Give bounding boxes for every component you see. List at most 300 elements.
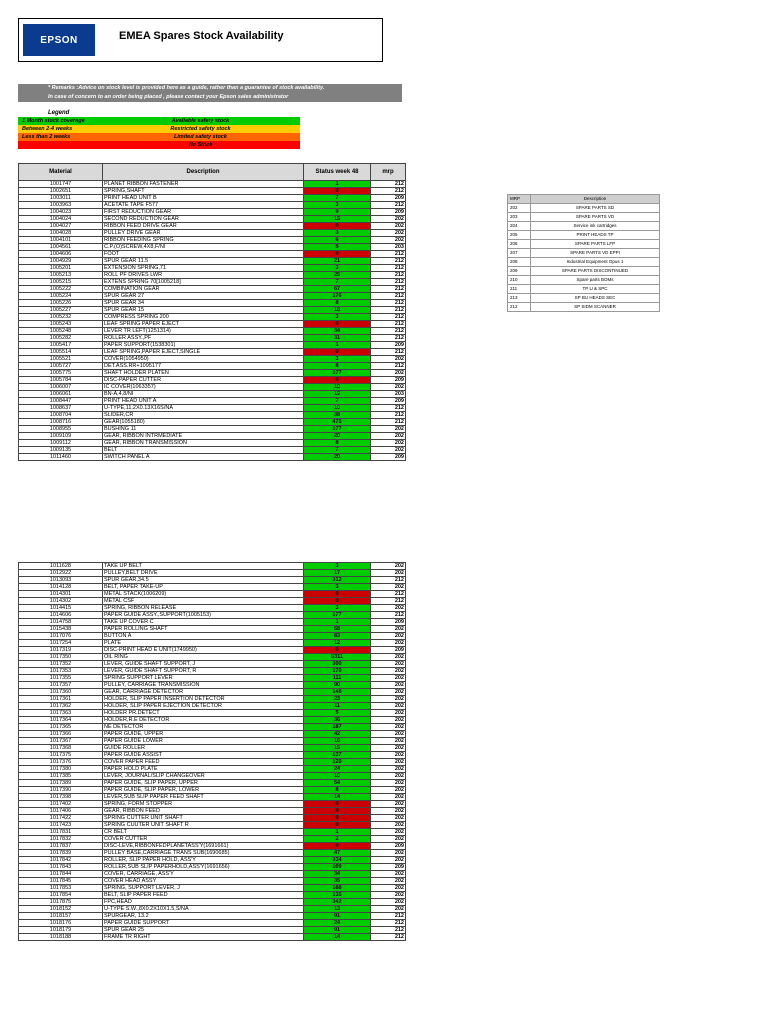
material-cell: 1005222 <box>19 286 103 293</box>
mrp-cell: 202 <box>371 584 406 591</box>
table-row <box>19 244 406 251</box>
description-cell: METAL STACK(1006209) <box>103 591 304 598</box>
mrp-cell: 212 <box>371 577 406 584</box>
status-cell: 0 <box>304 223 371 230</box>
status-cell: 0 <box>304 251 371 258</box>
material-cell: 1009109 <box>19 433 103 440</box>
remarks-line-2: In case of concern to an order being placed , please contact your Epson sales administrator <box>18 93 402 102</box>
description-cell: COVER HEAD ASSY <box>103 878 304 885</box>
description-cell: PAPER GUIDE, SLIP PAPER, LOWER <box>103 787 304 794</box>
status-cell: 1 <box>304 181 371 188</box>
table-row <box>19 356 406 363</box>
table-row <box>19 878 406 885</box>
status-cell: 8 <box>304 363 371 370</box>
status-cell: 300 <box>304 661 371 668</box>
material-cell: 1018176 <box>19 920 103 927</box>
status-cell: 109 <box>304 864 371 871</box>
status-cell: 14 <box>304 794 371 801</box>
material-cell: 1017361 <box>19 696 103 703</box>
status-cell: 137 <box>304 752 371 759</box>
mrp-reference-row <box>508 267 660 276</box>
status-cell: 23 <box>304 696 371 703</box>
mrp-cell: 212 <box>371 405 406 412</box>
status-cell: 0 <box>304 591 371 598</box>
mrp-code-cell: 207 <box>508 249 531 258</box>
status-cell: 177 <box>304 426 371 433</box>
status-cell: 35 <box>304 878 371 885</box>
table-row <box>19 433 406 440</box>
status-cell: 1 <box>304 342 371 349</box>
description-cell: PAPER GUIDE, SLIP PAPER, UPPER <box>103 780 304 787</box>
table-row <box>19 647 406 654</box>
description-cell: PULLEY DRIVE GEAR <box>103 230 304 237</box>
legend-safety-2: Limited safety stock <box>101 133 300 141</box>
material-cell: 1017423 <box>19 822 103 829</box>
status-cell: 0 <box>304 815 371 822</box>
table-row <box>19 265 406 272</box>
description-cell: PLATE <box>103 640 304 647</box>
material-cell: 1009112 <box>19 440 103 447</box>
status-cell: 34 <box>304 871 371 878</box>
table-row <box>19 934 406 941</box>
description-cell: BELT, PAPER TAKE-UP <box>103 584 304 591</box>
mrp-cell: 202 <box>371 356 406 363</box>
table-row <box>19 913 406 920</box>
material-cell: 1017831 <box>19 829 103 836</box>
mrp-reference-row <box>508 222 660 231</box>
mrp-code-cell: 209 <box>508 267 531 276</box>
status-cell: 38 <box>304 412 371 419</box>
mrp-cell: 202 <box>371 899 406 906</box>
mrp-cell: 212 <box>371 612 406 619</box>
mrp-code-cell: 202 <box>508 204 531 213</box>
mrp-reference-row <box>508 276 660 285</box>
table-row <box>19 412 406 419</box>
status-cell: 31 <box>304 335 371 342</box>
table-row <box>19 202 406 209</box>
table-row <box>19 342 406 349</box>
mrp-cell: 202 <box>371 689 406 696</box>
status-cell: 0 <box>304 647 371 654</box>
material-cell: 1005213 <box>19 272 103 279</box>
table-row <box>19 689 406 696</box>
status-cell: 0 <box>304 822 371 829</box>
table-row <box>19 717 406 724</box>
description-cell: SPUR GEAR 25 <box>103 927 304 934</box>
mrp-cell: 212 <box>371 272 406 279</box>
mrp-cell: 202 <box>371 426 406 433</box>
description-cell: BUSHING 11 <box>103 426 304 433</box>
status-cell: 58 <box>304 626 371 633</box>
table-row <box>19 181 406 188</box>
status-cell: 7 <box>304 195 371 202</box>
material-cell: 1017385 <box>19 773 103 780</box>
description-cell: BUTTON A <box>103 633 304 640</box>
table-row <box>19 272 406 279</box>
table-row <box>19 780 406 787</box>
mrp-cell: 202 <box>371 906 406 913</box>
mrp-cell: 209 <box>371 864 406 871</box>
stock-table-1 <box>18 163 406 461</box>
mrp-code-cell: 205 <box>508 231 531 240</box>
column-header-mrp: mrp <box>371 164 406 181</box>
mrp-cell: 212 <box>371 279 406 286</box>
mrp-cell: 202 <box>371 836 406 843</box>
material-cell: 1017837 <box>19 843 103 850</box>
description-cell: ROLL PF DRIVES LWR <box>103 272 304 279</box>
description-cell: PULLEY, CARRIAGE TRANSMISSION <box>103 682 304 689</box>
material-cell: 1004023 <box>19 209 103 216</box>
description-cell: RIBBON FEED DRIVE GEAR <box>103 223 304 230</box>
material-cell: 1017357 <box>19 682 103 689</box>
material-cell: 1005248 <box>19 328 103 335</box>
mrp-cell: 202 <box>371 661 406 668</box>
description-cell: DISC-PAPER CUTTER <box>103 377 304 384</box>
mrp-cell: 212 <box>371 314 406 321</box>
description-cell: PULLEY,BELT DRIVE <box>103 570 304 577</box>
description-cell: LEAF SPRING PAPER EJECT <box>103 321 304 328</box>
mrp-cell: 202 <box>371 850 406 857</box>
table-row <box>19 836 406 843</box>
material-cell: 1017076 <box>19 633 103 640</box>
table-row <box>19 293 406 300</box>
description-cell: SPUR GEAR 27 <box>103 293 304 300</box>
status-cell: 5 <box>304 710 371 717</box>
mrp-description-cell: TP U & SPC <box>531 285 660 294</box>
mrp-cell: 202 <box>371 822 406 829</box>
material-cell: 1008955 <box>19 426 103 433</box>
description-cell: GUIDE ROLLER <box>103 745 304 752</box>
status-cell: 177 <box>304 612 371 619</box>
material-cell: 1004028 <box>19 230 103 237</box>
table-row <box>19 759 406 766</box>
material-cell: 1017380 <box>19 766 103 773</box>
description-cell: SPRING CUTTER UNIT SHAFT <box>103 815 304 822</box>
mrp-description-cell: SP BU HEADS SEC <box>531 294 660 303</box>
material-cell: 1017875 <box>19 899 103 906</box>
material-cell: 1017845 <box>19 878 103 885</box>
status-cell: 3 <box>304 230 371 237</box>
status-cell: 14 <box>304 934 371 941</box>
mrp-cell: 203 <box>371 391 406 398</box>
description-cell: DISC-LEVE,RIBBONFEDPLANETASS'Y(1691661) <box>103 843 304 850</box>
mrp-cell: 202 <box>371 829 406 836</box>
table-row <box>19 598 406 605</box>
material-cell: 1012922 <box>19 570 103 577</box>
legend-coverage-3 <box>18 141 101 149</box>
material-cell: 1017353 <box>19 668 103 675</box>
status-cell: 6 <box>304 237 371 244</box>
material-cell: 1017352 <box>19 661 103 668</box>
mrp-cell: 212 <box>371 251 406 258</box>
mrp-description-cell: SPARE PARTS VD EPPI <box>531 249 660 258</box>
mrp-header-description: Description <box>531 195 660 204</box>
status-cell: 91 <box>304 927 371 934</box>
mrp-reference-row <box>508 294 660 303</box>
mrp-cell: 202 <box>371 640 406 647</box>
status-cell: 20 <box>304 433 371 440</box>
table-row <box>19 216 406 223</box>
material-cell: 1017360 <box>19 689 103 696</box>
mrp-cell: 202 <box>371 885 406 892</box>
mrp-cell: 212 <box>371 598 406 605</box>
material-cell: 1008447 <box>19 398 103 405</box>
status-cell: 7 <box>304 279 371 286</box>
description-cell: ROLLER ASSY.,PF <box>103 335 304 342</box>
description-cell: U-TYPE S.W.,8X0.2X10X1.5,S/NA <box>103 906 304 913</box>
material-cell: 1017319 <box>19 647 103 654</box>
table-row <box>19 230 406 237</box>
mrp-cell: 202 <box>371 717 406 724</box>
description-cell: HOLDER, SLIP PAPER INSERTION DETECTOR <box>103 696 304 703</box>
material-cell: 1018152 <box>19 906 103 913</box>
material-cell: 1004606 <box>19 251 103 258</box>
status-cell: 0 <box>304 377 371 384</box>
status-cell: 170 <box>304 668 371 675</box>
mrp-cell: 209 <box>371 398 406 405</box>
mrp-cell: 202 <box>371 237 406 244</box>
material-cell: 1008716 <box>19 419 103 426</box>
description-cell: HOLDER PR.DETECT <box>103 710 304 717</box>
status-cell: 0 <box>304 349 371 356</box>
table-row <box>19 307 406 314</box>
status-cell: 91 <box>304 913 371 920</box>
status-cell: 120 <box>304 759 371 766</box>
mrp-cell: 202 <box>371 216 406 223</box>
table-row <box>19 787 406 794</box>
mrp-cell: 202 <box>371 682 406 689</box>
table-row <box>19 899 406 906</box>
mrp-reference-header <box>508 195 660 204</box>
table-row <box>19 682 406 689</box>
description-cell: HOLDER,R.E DETECTOR <box>103 717 304 724</box>
report-header <box>18 18 383 62</box>
table-row <box>19 209 406 216</box>
material-cell: 1005215 <box>19 279 103 286</box>
material-cell: 1004101 <box>19 237 103 244</box>
description-cell: SPRING CUUTER UNIT SHAFT R <box>103 822 304 829</box>
mrp-cell: 212 <box>371 181 406 188</box>
mrp-cell: 212 <box>371 591 406 598</box>
mrp-code-cell: 210 <box>508 276 531 285</box>
legend-safety-0: Available safety stock <box>101 117 300 125</box>
table-row <box>19 619 406 626</box>
table-row <box>19 321 406 328</box>
table-header-row <box>19 164 406 181</box>
material-cell: 1014606 <box>19 612 103 619</box>
mrp-reference-row <box>508 258 660 267</box>
mrp-cell: 202 <box>371 871 406 878</box>
table-row <box>19 370 406 377</box>
table-row <box>19 738 406 745</box>
description-cell: ACETATE TAPE F577 <box>103 202 304 209</box>
material-cell: 1005201 <box>19 265 103 272</box>
column-header-description: Description <box>103 164 304 181</box>
status-cell: 0 <box>304 188 371 195</box>
description-cell: SECOND REDUCTION GEAR <box>103 216 304 223</box>
description-cell: GEAR(1055180) <box>103 419 304 426</box>
material-cell: 1017355 <box>19 675 103 682</box>
legend-coverage-2: Less than 2 weeks <box>18 133 101 141</box>
description-cell: SPUR GEAR 15 <box>103 307 304 314</box>
table-row <box>19 857 406 864</box>
mrp-description-cell: Industrial Equipment Opus 1 <box>531 258 660 267</box>
description-cell: SHAFT HOLDER PLATEN <box>103 370 304 377</box>
legend-coverage-0: 1 Month stock coverage <box>18 117 101 125</box>
mrp-code-cell: 206 <box>508 240 531 249</box>
mrp-cell: 202 <box>371 801 406 808</box>
description-cell: BELT <box>103 447 304 454</box>
material-cell: 1017363 <box>19 710 103 717</box>
mrp-code-cell: 211 <box>508 285 531 294</box>
status-cell: 1 <box>304 619 371 626</box>
table-row <box>19 640 406 647</box>
status-cell: 176 <box>304 293 371 300</box>
column-header-material: Material <box>19 164 103 181</box>
table-row <box>19 661 406 668</box>
table-row <box>19 815 406 822</box>
mrp-cell: 212 <box>371 927 406 934</box>
table-row <box>19 398 406 405</box>
mrp-cell: 202 <box>371 752 406 759</box>
material-cell: 1017402 <box>19 801 103 808</box>
status-cell: 3 <box>304 563 371 570</box>
description-cell: COVER(1054950) <box>103 356 304 363</box>
mrp-cell: 212 <box>371 258 406 265</box>
status-cell: 2 <box>304 836 371 843</box>
description-cell: PULLEY BASE,CARRIAGE TRANS SUB(1690685) <box>103 850 304 857</box>
mrp-cell: 202 <box>371 766 406 773</box>
table-row <box>19 633 406 640</box>
mrp-description-cell: Service ink cartridges <box>531 222 660 231</box>
material-cell: 1004024 <box>19 216 103 223</box>
material-cell: 1017853 <box>19 885 103 892</box>
table-row <box>19 314 406 321</box>
table-row <box>19 223 406 230</box>
mrp-cell: 202 <box>371 857 406 864</box>
table-row <box>19 237 406 244</box>
mrp-cell: 202 <box>371 759 406 766</box>
description-cell: COVER PAPER FEED <box>103 759 304 766</box>
material-cell: 1017839 <box>19 850 103 857</box>
table-row <box>19 391 406 398</box>
status-cell: 5311 <box>304 654 371 661</box>
table-row <box>19 626 406 633</box>
status-cell: 312 <box>304 577 371 584</box>
description-cell: COVER CUTTER <box>103 836 304 843</box>
table-row <box>19 731 406 738</box>
status-cell: 25 <box>304 272 371 279</box>
status-cell: 24 <box>304 766 371 773</box>
mrp-reference-table <box>507 194 660 312</box>
status-cell: 111 <box>304 675 371 682</box>
description-cell: SPUR GEAR,34.5 <box>103 577 304 584</box>
table-row <box>19 577 406 584</box>
material-cell: 1011460 <box>19 454 103 461</box>
material-cell: 1005784 <box>19 377 103 384</box>
material-cell: 1014302 <box>19 598 103 605</box>
mrp-cell: 212 <box>371 419 406 426</box>
material-cell: 1017376 <box>19 759 103 766</box>
table-row <box>19 286 406 293</box>
material-cell: 1017366 <box>19 731 103 738</box>
mrp-cell: 212 <box>371 934 406 941</box>
mrp-description-cell: SP SIDM SCANNER <box>531 303 660 312</box>
table-row <box>19 328 406 335</box>
material-cell: 1006061 <box>19 391 103 398</box>
status-cell: 1 <box>304 829 371 836</box>
description-cell: COMBINATION GEAR <box>103 286 304 293</box>
stock-table-1-body <box>19 181 406 461</box>
mrp-cell: 202 <box>371 773 406 780</box>
stock-table-2 <box>18 562 406 941</box>
status-cell: 8 <box>304 300 371 307</box>
status-cell: 3 <box>304 584 371 591</box>
material-cell: 1015438 <box>19 626 103 633</box>
description-cell: PRINT HEAD UNIT B <box>103 195 304 202</box>
material-cell: 1004929 <box>19 258 103 265</box>
description-cell: SPRING, SUPPORT LEVER, J <box>103 885 304 892</box>
material-cell: 1002651 <box>19 188 103 195</box>
column-header-status: Status week 48 <box>304 164 371 181</box>
material-cell: 1017362 <box>19 703 103 710</box>
description-cell: SPRING, RIBBON RELEASE <box>103 605 304 612</box>
material-cell: 1017844 <box>19 871 103 878</box>
table-row <box>19 195 406 202</box>
description-cell: PRINT HEAD UNIT A <box>103 398 304 405</box>
mrp-cell: 202 <box>371 675 406 682</box>
description-cell: TAKE UP BELT <box>103 563 304 570</box>
table-row <box>19 696 406 703</box>
mrp-cell: 209 <box>371 454 406 461</box>
mrp-description-cell: Spare parts BOMs <box>531 276 660 285</box>
material-cell: 1017389 <box>19 780 103 787</box>
material-cell: 1017375 <box>19 752 103 759</box>
mrp-cell: 202 <box>371 731 406 738</box>
material-cell: 1017254 <box>19 640 103 647</box>
material-cell: 1014128 <box>19 584 103 591</box>
mrp-cell: 202 <box>371 668 406 675</box>
table-row <box>19 808 406 815</box>
table-row <box>19 822 406 829</box>
material-cell: 1005775 <box>19 370 103 377</box>
status-cell: 13 <box>304 906 371 913</box>
status-cell: 24 <box>304 920 371 927</box>
status-cell: 20 <box>304 454 371 461</box>
legend-safety-3: No Stock <box>101 141 300 149</box>
status-cell: 0 <box>304 808 371 815</box>
mrp-code-cell: 203 <box>508 213 531 222</box>
description-cell: SPRING,SHAFT <box>103 188 304 195</box>
status-cell: 7 <box>304 447 371 454</box>
description-cell: PAPER SUPPORT(1538301) <box>103 342 304 349</box>
material-cell: 1005226 <box>19 300 103 307</box>
description-cell: GEAR, CARRIAGE DETECTOR <box>103 689 304 696</box>
table-row <box>19 829 406 836</box>
mrp-cell: 212 <box>371 335 406 342</box>
table-row <box>19 766 406 773</box>
description-cell: DISC-PRINT HEAD E UNIT(1749950) <box>103 647 304 654</box>
mrp-cell: 202 <box>371 696 406 703</box>
mrp-cell: 202 <box>371 626 406 633</box>
status-cell: 342 <box>304 899 371 906</box>
description-cell: GEAR, RIBBON FEED <box>103 808 304 815</box>
status-cell: 475 <box>304 419 371 426</box>
mrp-header-code: MRP <box>508 195 531 204</box>
table-row <box>19 447 406 454</box>
material-cell: 1008637 <box>19 405 103 412</box>
table-row <box>19 363 406 370</box>
